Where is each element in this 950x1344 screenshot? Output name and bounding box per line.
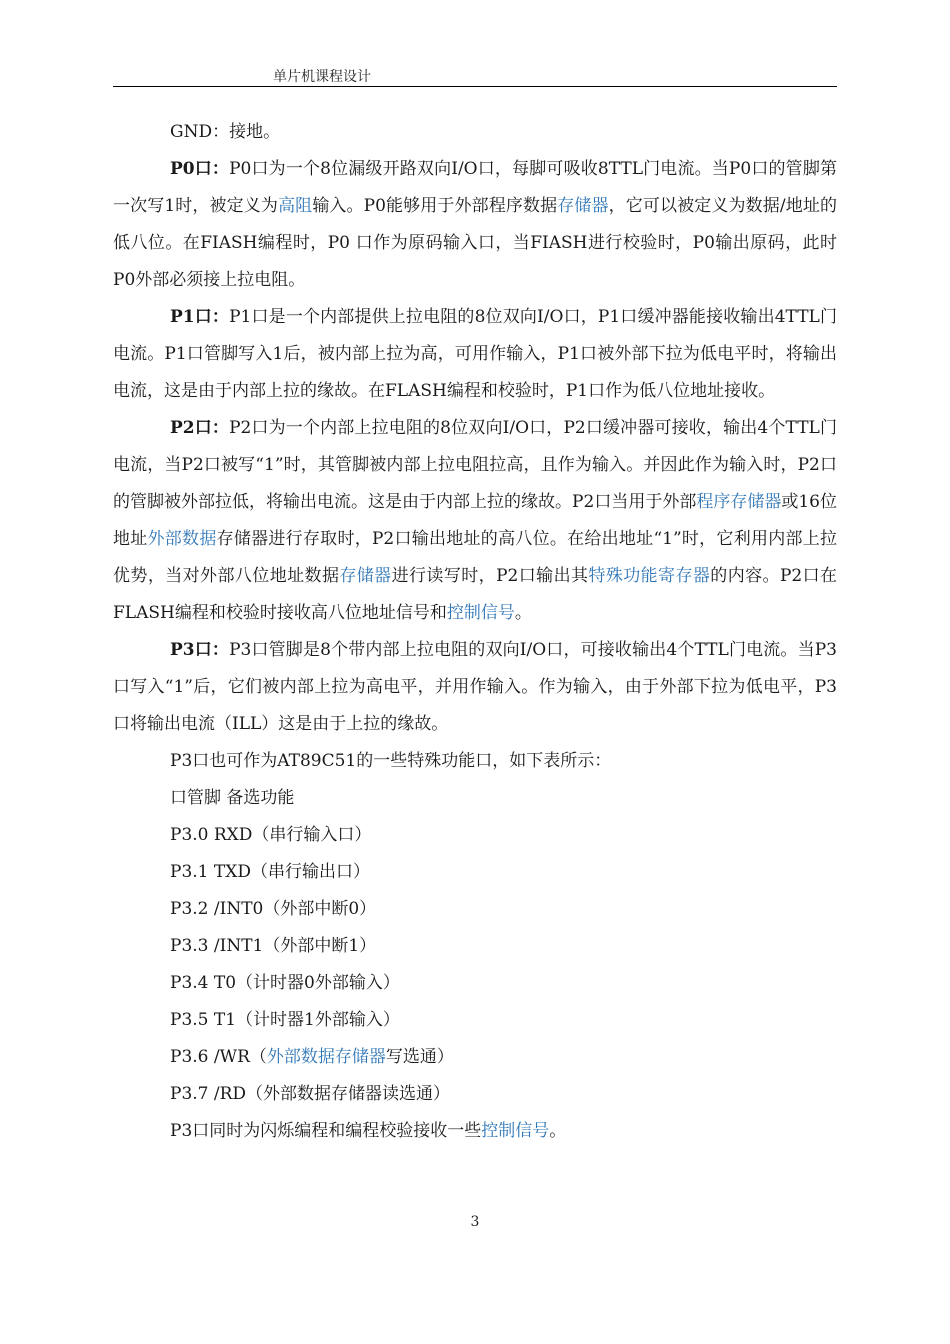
link-program-memory[interactable]: 程序存储器 <box>696 492 782 512</box>
page-header <box>113 64 837 87</box>
gnd-paragraph: GND：接地。 <box>170 122 281 142</box>
header-title: 单片机课程设计 <box>273 69 371 85</box>
p1-paragraph <box>113 299 837 410</box>
p2-text-3: 存储器进行存取时，P2口输出地址的高八位。在给出地址“1”时，它利用内部上拉优势，当对外部八位地址数据 <box>113 529 838 586</box>
page-number: 3 <box>470 1214 480 1230</box>
pin-row <box>113 1039 837 1076</box>
p3-paragraph <box>113 632 837 743</box>
link-high-impedance[interactable]: 高阻 <box>278 196 313 216</box>
closing-line <box>113 1113 837 1150</box>
pin-row: P3.1 TXD（串行输出口） <box>170 862 370 882</box>
link-control-signal-2[interactable]: 控制信号 <box>481 1121 550 1141</box>
p0-text-3: ，它可以被定义为数据/地址的低八位。在FIASH编程时，P0 口作为原码输入口，当FIASH进行校验时，P0输出原码，此时P0外部必须接上拉电阻。 <box>113 196 837 290</box>
p2-text-5: 的内容。P2口在FLASH编程和校验时接收高八位地址信号和 <box>113 566 838 623</box>
link-control-signal[interactable]: 控制信号 <box>446 603 515 623</box>
p2-label: P2口： <box>170 418 230 438</box>
pin-row: P3.0 RXD（串行输入口） <box>170 825 372 845</box>
p3-label: P3口： <box>170 640 230 660</box>
pin-row: P3.4 T0（计时器0外部输入） <box>170 973 400 993</box>
p2-text-1: P2口为一个内部上拉电阻的8位双向I/O口，P2口缓冲器可接收，输出4个TTL门电流，当P2口被写“1”时，其管脚被内部上拉电阻拉高，且作为输入。并因此作为输入时，P2口的管脚被外部拉低，将输出电流。这是由于内部上拉的缘故。P2口当用于外部 <box>113 418 837 512</box>
p0-label: P0口： <box>170 159 230 179</box>
pin-row: P3.3 /INT1（外部中断1） <box>170 936 377 956</box>
p2-text-2: 或16位地址 <box>113 492 837 549</box>
p1-label: P1口： <box>170 307 230 327</box>
pin6-text-2: 写选通） <box>385 1047 454 1067</box>
p3-intro: P3口也可作为AT89C51的一些特殊功能口，如下表所示： <box>170 751 612 771</box>
link-external-data[interactable]: 外部数据 <box>147 529 217 549</box>
pin6-text-1: P3.6 /WR（ <box>170 1047 267 1067</box>
pin-row: P3.7 /RD（外部数据存储器读选通） <box>170 1084 451 1104</box>
p1-text: P1口是一个内部提供上拉电阻的8位双向I/O口，P1口缓冲器能接收输出4TTL门电流。P1口管脚写入1后，被内部上拉为高，可用作输入，P1口被外部下拉为低电平时，将输出电流，这是由于内部上拉的缘故。在FLASH编程和校验时，P1口作为低八位地址接收。 <box>113 307 837 401</box>
link-memory-2[interactable]: 存储器 <box>339 566 392 586</box>
link-special-function-register[interactable]: 特殊功能寄存器 <box>588 566 711 586</box>
p0-paragraph <box>113 151 837 299</box>
link-memory[interactable]: 存储器 <box>557 196 609 216</box>
document-body <box>113 114 837 1150</box>
p2-text-4: 进行读写时，P2口输出其 <box>391 566 589 586</box>
p3-text: P3口管脚是8个带内部上拉电阻的双向I/O口，可接收输出4个TTL门电流。当P3口写入“1”后，它们被内部上拉为高电平，并用作输入。作为输入，由于外部下拉为低电平，P3口将输出电流（ILL）这是由于上拉的缘故。 <box>113 640 837 734</box>
pin-row: P3.5 T1（计时器1外部输入） <box>170 1010 400 1030</box>
p2-text-6: 。 <box>514 603 532 623</box>
pin-table-header: 口管脚 备选功能 <box>170 788 295 808</box>
closing-text-1: P3口同时为闪烁编程和编程校验接收一些 <box>170 1121 482 1141</box>
p0-text-2: 输入。P0能够用于外部程序数据 <box>312 196 558 216</box>
link-external-data-memory[interactable]: 外部数据存储器 <box>266 1047 386 1067</box>
pin-row: P3.2 /INT0（外部中断0） <box>170 899 377 919</box>
closing-text-2: 。 <box>549 1121 567 1141</box>
p0-text-1: P0口为一个8位漏级开路双向I/O口，每脚可吸收8TTL门电流。当P0口的管脚第一次写1时，被定义为 <box>113 159 837 216</box>
p2-paragraph <box>113 410 837 632</box>
